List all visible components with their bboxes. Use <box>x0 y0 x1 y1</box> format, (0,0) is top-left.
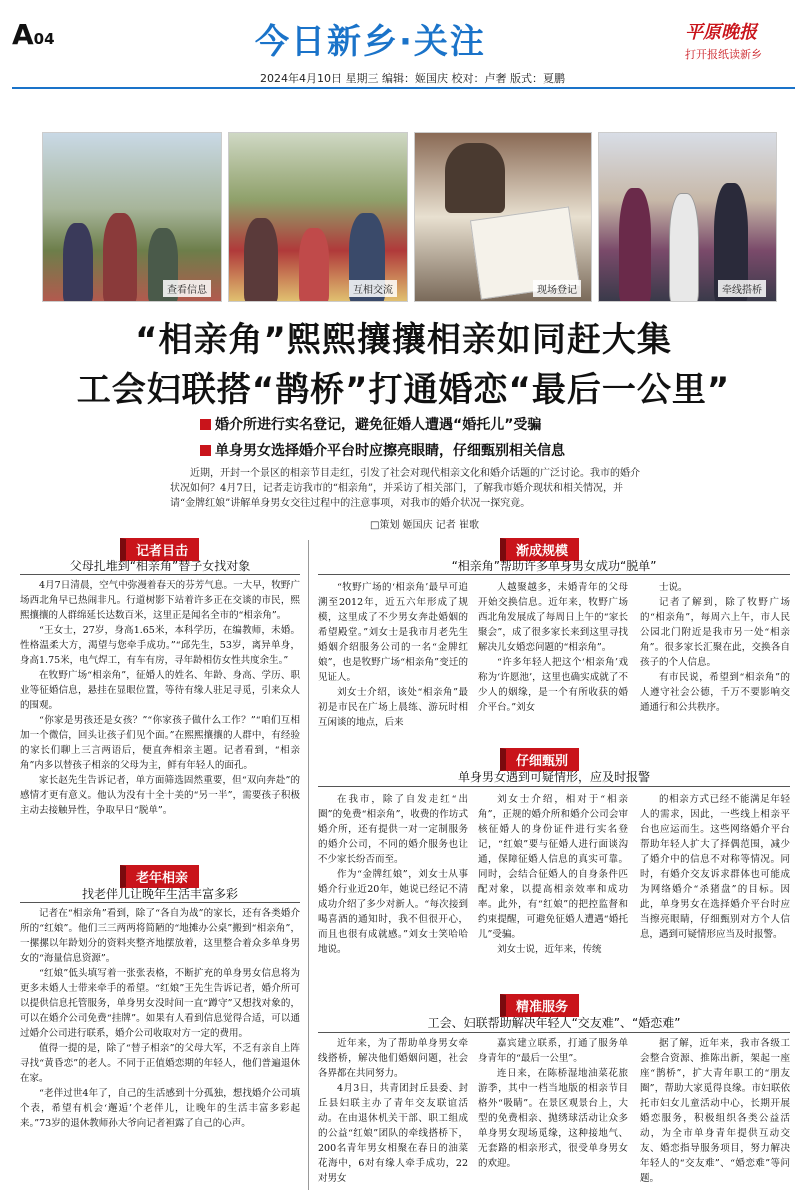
article-scale-col2 <box>478 580 628 715</box>
tag-elder: 老年相亲 <box>120 865 199 888</box>
paragraph: “王女士，27岁，身高1.65米，本科学历，在编教师，未婚。性格温柔大方，渴望与您牵手成功。”“邱先生，53岁，离异单身，身高1.75米，电气焊工，有车有房，寻年龄相仿女性共度余生。” <box>20 625 300 666</box>
paragraph: 记者在“相亲角”看到，除了“各自为战”的家长，还有各类婚介所的“红娘”。他们三三两两将简陋的“地摊办公桌”搬到“相亲角”，一摞摞以年龄划分的资料夹整齐地摆放着，这里整合着众多单身男女的“海量信息资源”。 <box>20 908 300 964</box>
edition-meta: 2024年4月10日 星期三 编辑：姬国庆 校对：卢奢 版式：夏鹏 <box>260 72 565 85</box>
article-careful-col3 <box>640 792 790 942</box>
paragraph: 作为“金牌红娘”，刘女士从事婚介行业近20年，她说已经记不清成功介绍了多少对新人。“每次接到喝喜酒的通知时，我不但很开心，而且也很有成就感。”刘女士笑哈哈地说。 <box>318 869 468 955</box>
photo-viewing-info <box>42 132 222 302</box>
paragraph: 的相亲方式已经不能满足年轻人的需求，因此，一些线上相亲平台也应运而生。这些网络婚介平台帮助年轻人扩大了择偶范围，减少了婚介中的信息不对称等情况。同时，有婚介交友诉求群体也可能成为网络婚介“杀猪盘”的目标。因此，单身男女在选择婚介平台时应当擦亮眼睛，仔细甄别对方个人信息，遇到可疑情形应当及时报警。 <box>640 794 790 940</box>
paragraph: 4月7日清晨，空气中弥漫着春天的芬芳气息。一大早，牧野广场西北角早已热闹非凡。行道树影下站着许多正在交谈的市民，熙熙攘攘的人群绵延长达数百米，这里正是闻名全市的“相亲角”。 <box>20 580 300 621</box>
paragraph: “许多年轻人把这个‘相亲角’戏称为‘许愿池’，这里也确实成就了不少人的姻缘，是一个有所收获的婚介平台。”刘女 <box>478 657 628 713</box>
logo-brand: 平原晚报 <box>685 22 757 43</box>
byline: □策划 姬国庆 记者 崔歌 <box>370 520 479 531</box>
subhead-elder: 找老伴儿让晚年生活丰富多彩 <box>81 887 238 901</box>
photo-caption: 互相交流 <box>349 280 397 297</box>
tag-scale: 渐成规模 <box>500 538 579 561</box>
photo-strip <box>42 132 777 302</box>
subhead-reporter: 父母扎堆到“相亲角”替子女找对象 <box>69 559 251 573</box>
rule <box>318 1032 790 1033</box>
paragraph: 近年来，为了帮助单身男女牵线搭桥，解决他们婚姻问题，社会各界都在共同努力。 <box>318 1038 468 1079</box>
paragraph: “红娘”低头填写着一张张表格，不断扩充的单身男女信息将为更多未婚人士带来牵手的希望。“红娘”王先生告诉记者，婚介所可以提供信息托管服务，单身男女没时间一直“蹲守”又想找对象的，可以在婚介公司免费“挂牌”。如果有人看到信息觉得合适，可以通过婚介公司进行联系，婚介公司收取对方一定的费用。 <box>20 968 300 1039</box>
subhead-scale: “相亲角”帮助许多单身男女成功“脱单” <box>451 559 657 573</box>
rule <box>20 574 300 575</box>
photo-registration <box>414 132 592 302</box>
article-careful-col2 <box>478 792 628 957</box>
paragraph: 在牧野广场“相亲角”，征婚人的姓名、年龄、身高、学历、职业等征婚信息，悬挂在显眼位置，等待有缘人驻足寻觅，引来众人的围观。 <box>20 670 300 711</box>
subheadline-2: 单身男女选择婚介平台时应擦亮眼睛，仔细甄别相关信息 <box>200 440 565 460</box>
paragraph: 刘女士说，近年来，传统 <box>497 944 602 955</box>
article-service-col3 <box>640 1036 790 1186</box>
subhead-service: 工会、妇联帮助解决年轻人“交友难”、“婚恋难” <box>427 1016 681 1030</box>
paragraph: 记者了解到，除了牧野广场的“相亲角”，每周六上午，市人民公园北门附近是我市另一处“相亲角”。很多家长汇聚在此，交换各自孩子的个人信息。 <box>640 597 790 668</box>
article-elder <box>20 906 300 1131</box>
page-header <box>0 0 807 85</box>
section-title: 今日新乡·关注 <box>255 22 486 62</box>
logo-slogan: 打开报纸读新乡 <box>685 48 762 61</box>
paragraph: 有市民说，希望到“相亲角”的人遵守社会公德，千万不要影响交通通行和公共秩序。 <box>640 672 790 713</box>
paragraph: 士说。 <box>659 582 688 593</box>
article-service-col2 <box>478 1036 628 1171</box>
paragraph: “牧野广场的‘相亲角’最早可追溯至2012年，近五六年形成了规模，这里成了不少男女奔赴婚姻的希望殿堂。”刘女士是我市月老先生婚姻介绍服务公司的一名“金牌红娘”，也是牧野广场“相亲角”变迁的见证人。 <box>318 582 468 683</box>
article-scale-col1 <box>318 580 468 730</box>
tag-service: 精准服务 <box>500 994 579 1017</box>
paragraph: 据了解，近年来，我市各级工会整合资源、推陈出新，架起一座座“鹊桥”，扩大青年职工的“朋友圈”，帮助大家觅得良缘。市妇联依托市妇女儿童活动中心，长期开展婚恋服务，积极组织各类公益活动，为全市单身青年提供互动交友、婚恋指导服务项目，努力解决年轻人的“交友难”、“婚恋难”等问题。 <box>640 1038 790 1184</box>
column-divider <box>308 540 309 1190</box>
paragraph: “你家是男孩还是女孩？”“你家孩子做什么工作？”“咱们互相加一个微信，回头让孩子们见个面。”在熙熙攘攘的人群中，有经验的家长们聊上三言两语后，便直奔相亲主题。记者看到，“相亲角”内多以替孩子相亲的父母为主，鲜有年轻人的面孔。 <box>20 715 300 771</box>
paragraph: 4月3日，共青团封丘县委、封丘县妇联主办了青年交友联谊活动。在由退休机关干部、职工组成的公益“红娘”团队的牵线搭桥下，200名青年男女相聚在春日的油菜花海中，6对有缘人牵手成功，22对男女 <box>318 1083 468 1184</box>
subhead-careful: 单身男女遇到可疑情形，应及时报警 <box>457 770 650 784</box>
lead-paragraph: 近期，开封一个景区的相亲节目走红，引发了社会对现代相亲文化和婚介话题的广泛讨论。我市的婚介状况如何？4月7日，记者走访我市的“相亲角”，并采访了相关部门，了解我市婚介现状和相关情况，并请“金牌红娘”讲解单身男女交往过程中的注意事项，对我市的婚介状况一探究竟。 <box>170 468 640 509</box>
tag-careful: 仔细甄别 <box>500 748 579 771</box>
paragraph: 嘉宾建立联系，打通了服务单身青年的“最后一公里”。 <box>478 1038 628 1064</box>
photo-communication <box>228 132 408 302</box>
newspaper-logo <box>685 18 795 62</box>
paragraph: 值得一提的是，除了“替子相亲”的父母大军，不乏有亲自上阵寻找“黄昏恋”的老人。不同于正值婚恋期的年轻人，他们普遍退休在家。 <box>20 1043 300 1084</box>
square-bullet-icon <box>200 419 211 430</box>
photo-matchmaking <box>598 132 777 302</box>
square-bullet-icon <box>200 445 211 456</box>
article-reporter <box>20 578 300 818</box>
paragraph: 人越聚越多，未婚青年的父母开始交换信息。近年来，牧野广场西北角发展成了每周日上午的“家长聚会”，成了很多家长来到这里寻找解决儿女婚恋问题的“相亲角”。 <box>478 582 628 653</box>
tag-reporter: 记者目击 <box>120 538 199 561</box>
subheadline-1: 婚介所进行实名登记，避免征婚人遭遇“婚托儿”受骗 <box>200 414 541 434</box>
article-service-col1 <box>318 1036 468 1186</box>
paragraph: 刘女士介绍，相对于“相亲角”，正规的婚介所和婚介公司会审核征婚人的身份证件进行实名登记，“红娘”要与征婚人进行面谈沟通，保障征婚人信息的真实可靠。同时，会结合征婚人的自身条件匹配对象，以提高相亲效率和成功率。此外，有“红娘”的把控监督和约束提醒，可避免征婚人遭遇“婚托儿”受骗。 <box>478 794 628 940</box>
rule <box>318 574 790 575</box>
headline-secondary: 工会妇联搭“鹊桥”打通婚恋“最后一公里” <box>76 370 731 410</box>
photo-caption: 查看信息 <box>163 280 211 297</box>
paragraph: 连日来，在陈桥湿地油菜花旅游季，其中一档当地版的相亲节目格外“吸睛”。在景区观景台上，大型的免费相亲、抛绣球活动让众多单身男女现场觅缘，这种接地气、无套路的相亲形式，很受单身男女的欢迎。 <box>478 1068 628 1169</box>
rule <box>318 786 790 787</box>
photo-caption: 现场登记 <box>533 280 581 297</box>
rule <box>20 902 300 903</box>
article-careful-col1 <box>318 792 468 957</box>
page-number: A04 <box>12 18 55 51</box>
article-scale-col3 <box>640 580 790 715</box>
paragraph: “老伴过世4年了，自己的生活感到十分孤独，想找婚介公司填个表，希望有机会‘邂逅’个老伴儿，让晚年的生活丰富多彩起来。”73岁的退休教师孙大爷向记者袒露了自己的心声。 <box>20 1088 300 1129</box>
paragraph: 家长赵先生告诉记者，单方面筛选固然重要，但“双向奔赴”的感情才更有意义。他认为没有十全十美的“另一半”，需要孩子积极主动去接触异性，争取早日“脱单”。 <box>20 775 300 816</box>
photo-caption: 牵线搭桥 <box>718 280 766 297</box>
header-rule <box>12 87 795 89</box>
paragraph: 在我市，除了自发走红“出圈”的免费“相亲角”，收费的作坊式婚介所，还有提供一对一定制服务的婚介公司，不同的婚介服务也让不少家长纷否而至。 <box>318 794 468 865</box>
paragraph: 刘女士介绍，该处“相亲角”最初是市民在广场上晨练、游玩时相互闲谈的地点，后来 <box>318 687 468 728</box>
headline-main: “相亲角”熙熙攘攘相亲如同赶大集 <box>135 320 672 360</box>
